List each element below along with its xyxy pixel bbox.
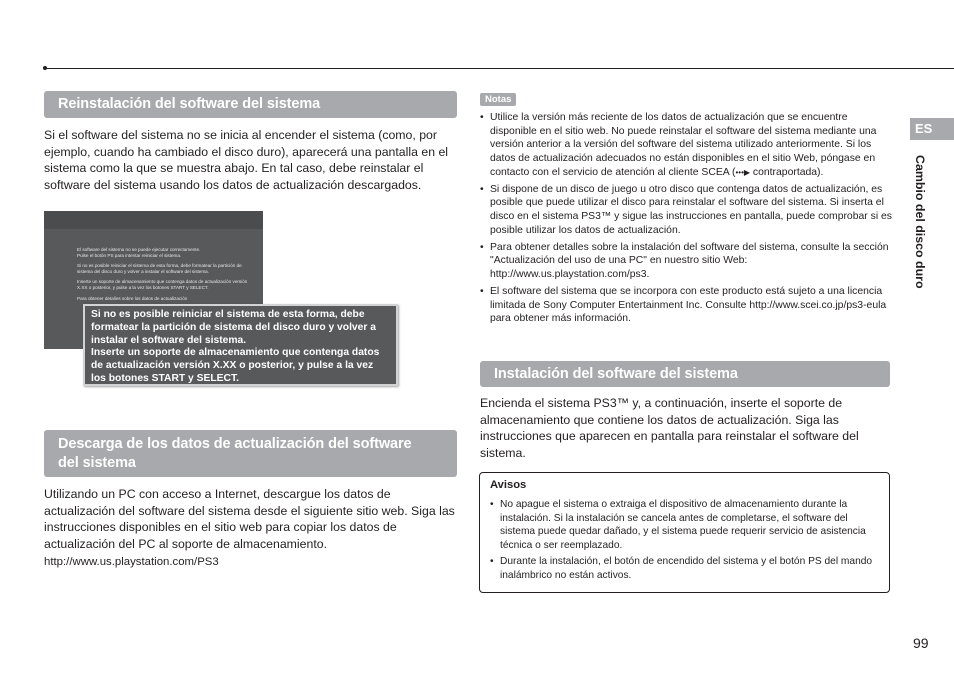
arrow-icon: •••▶: [735, 167, 751, 177]
screen-text: [77, 247, 257, 306]
note-1-text-b: contraportada).: [750, 166, 824, 178]
section-heading-install: Instalación del software del sistema: [480, 361, 890, 387]
download-title-line-1: Descarga de los datos de actualización del software: [58, 436, 412, 452]
avisos-list: [490, 498, 879, 582]
chapter-side-title: Cambio del disco duro: [913, 155, 927, 289]
note-item-4: • El software del sistema que se incorpora con este producto está sujeto a una licencia limitada de Sony Computer Entertainment Inc. Consulte http://www.scei.co.jp/ps3-eula para obtener más información.: [480, 285, 892, 326]
callout-paragraph-1: Si no es posible reiniciar el sistema de esta forma, debe formatear la partición de sistema del disco duro y volver a instalar el software del sistema.: [91, 309, 376, 346]
avisos-box: [479, 472, 890, 593]
download-title-line-2: del sistema: [58, 455, 136, 471]
screen-line-3: Si no es posible reiniciar el sistema de esta forma, debe formatear la partición de sistema del disco duro y volver a instalar el software del sistema.: [77, 263, 242, 275]
reinstall-body: Si el software del sistema no se inicia al encender el sistema (como, por ejemplo, cuando ha cambiado el disco duro), aparecerá una pantalla en el sistema como la que se muestra abajo. En tal caso, debe reinstalar el software del sistema usando los datos de actualización descargados.: [44, 128, 449, 192]
section-heading-download: [44, 430, 457, 477]
note-item-1: [480, 111, 892, 180]
callout-paragraph-2: Inserte un soporte de almacenamiento que contenga datos de actualización versión X.XX o posterior, y pulse a la vez los botones START y SELECT.: [91, 347, 380, 384]
aviso-item-1: • No apague el sistema o extraiga el dispositivo de almacenamiento durante la instalación. Si la instalación se cancela antes de completarse, el software del sistema puede quedar dañado, y el sistema puede requerir servicio de asistencia técnica o ser reemplazado.: [490, 498, 879, 552]
note-1-text-a: Utilice la versión más reciente de los datos de actualización que se encuentre disponible en el sitio web. No puede reinstalar el software del sistema mediante una versión anterior a la versión del software del sistema utilizado anteriormente. Si los datos de actualización adecuados no están disponibles en el sitio Web, póngase en contacto con el servicio de atención al cliente SCEA (: [490, 112, 877, 178]
aviso-item-2: • Durante la instalación, el botón de encendido del sistema y el botón PS del mando inalámbrico no están activos.: [490, 555, 879, 582]
header-rule: [44, 68, 954, 69]
screen-line-5: Para obtener detalles sobre los datos de actualización: [77, 295, 188, 301]
section-heading-reinstall: Reinstalación del software del sistema: [44, 91, 457, 118]
notes-list: [480, 111, 892, 329]
screen-line-2: Pulse el botón PS para intentar reiniciar el sistema.: [77, 253, 182, 259]
note-item-2: • Si dispone de un disco de juego u otro disco que contenga datos de actualización, es posible que puede utilizar el disco para reinstalar el software del sistema. Si inserta el disco en el sistema PS3™ y sigue las instrucciones en pantalla, puede comprobar si es posible utilizar los datos de actualización.: [480, 183, 892, 238]
notes-label: Notas: [480, 93, 516, 106]
screen-zoom-callout: [83, 304, 398, 386]
note-item-3: • Para obtener detalles sobre la instalación del software del sistema, consulte la sección "Actualización del uso de una PC" en nuestro sitio Web: http://www.us.playstation.com/ps3.: [480, 241, 892, 282]
avisos-title: Avisos: [490, 479, 527, 491]
download-body: Utilizando un PC con acceso a Internet, descargue los datos de actualización del software del sistema desde el siguiente sitio web. Siga las instrucciones disponibles en el sitio web para copiar los datos de actualización del PC al soporte de almacenamiento.: [44, 487, 455, 551]
screen-line-1: El software del sistema no se puede ejecutar correctamente.: [77, 247, 201, 252]
install-body: Encienda el sistema PS3™ y, a continuación, inserte el soporte de almacenamiento que contiene los datos de actualización. Siga las instrucciones que aparecen en pantalla para reinstalar el software del sistema.: [480, 396, 859, 460]
page-number: 99: [913, 635, 929, 651]
screen-top-band: [44, 211, 263, 229]
language-tab: ES: [910, 118, 954, 140]
screen-line-4: Inserte un soporte de almacenamiento que contenga datos de actualización versión X.XX o posterior, y pulse a la vez los botones START y SELECT.: [77, 279, 248, 291]
download-url: http://www.us.playstation.com/PS3: [44, 556, 219, 568]
